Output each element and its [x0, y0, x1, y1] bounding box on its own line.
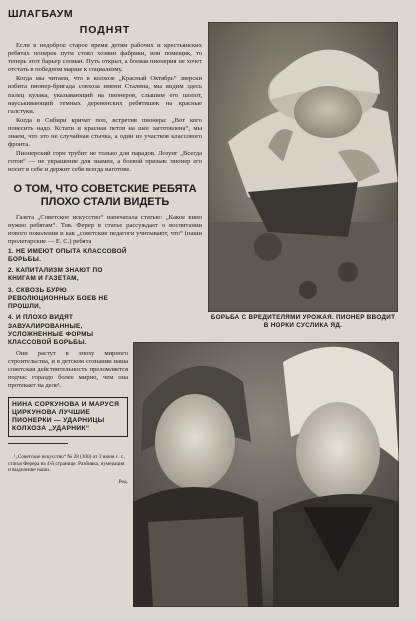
paragraph-1: Если в недоброе старое время детям рабочих и крестьянских ребятах поперек пути стоял хозяин фабрики, или помещик, то теперь этот барьер сломан. Путь открыт, а боевая пионерия не хочет отстать в победном марше к социализму. [8, 42, 202, 74]
photo-two-pioneer-girls [133, 342, 399, 607]
photo-pioneer-gopher-image [208, 22, 398, 312]
list-item: 4. И ПЛОХО ВИДЯТ ЗАВУАЛИРОВАННЫЕ, УСЛОЖНЕННЫЕ ФОРМЫ КЛАССОВОЙ БОРЬБЫ. [8, 314, 94, 346]
list-item: 1. НЕ ИМЕЮТ ОПЫТА КЛАССОВОЙ БОРЬБЫ. [8, 247, 127, 264]
photo-caption-box: НИНА СОРКУНОВА И МАРУСЯ ЦИРКУНОВА ЛУЧШИЕ ПИОНЕРКИ — УДАРНИЦЫ КОЛХОЗА „УДАРНИК“ [8, 397, 128, 438]
list-item: 3. СКВОЗЬ БУРЮ РЕВОЛЮЦИОННЫХ БОЕВ НЕ ПРОШЛИ, [8, 286, 109, 311]
paragraph-2: Когда мы читаем, что в колхозе „Красный Октябрь“ зверски избита пионер-бригада совхоза имени Сталина, мы видим здесь палец кулака, указывающий на пионеров, слышим его шопот, науськивающий темных деревенских ребятишек на красные галстуки. [8, 75, 202, 115]
closing-paragraph: Они растут в эпоху мирного строительства, и в детском сознании наша советская действительность преломляется подчас гораздо более мирно, чем она протекает на деле¹. [8, 350, 128, 390]
section-title: О ТОМ, ЧТО СОВЕТСКИЕ РЕБЯТА ПЛОХО СТАЛИ ВИДЕТЬ [13, 182, 197, 208]
photo-two-pioneer-girls-image [133, 342, 399, 607]
footnote: ¹„Советское искусство“ № 28 (100) от 3 июня с. г., статья Ферера на 4-й странице. Разбивка, нумерация и выделение наши. [8, 454, 125, 474]
section-intro: Газета „Советское искусство“ напечатала статью: „Какое кино нужно ребятам“. Тов. Ферер в статье рассуждает о воспитании нового поколения и как „советские педагоги учитывают, что“ (наши пролетарские — Е. С.) ребята [8, 213, 202, 245]
list-item: 2. КАПИТАЛИЗМ ЗНАЮТ ПО КНИГАМ И ГАЗЕТАМ, [8, 267, 103, 283]
numbered-list [8, 248, 128, 347]
section-header: ШЛАГБАУМ [8, 8, 74, 20]
article-title: ПОДНЯТ [79, 24, 131, 36]
signature: Ред. [118, 478, 128, 485]
footnote-rule [8, 443, 68, 444]
paragraph-3: Когда в Сибири кричат поп, встретив пионера: „Вот кого повесить надо. Кстати и красная петля на шее заготовлена“, мы знаем, что это не случайная стычка, а один из участков классового фронта. [8, 116, 202, 149]
photo-pioneer-gopher [208, 22, 398, 312]
paragraph-4: Пионерский горн трубит не только для парадов. Лозунг „Всегда готов“ — не украшение для знамен, а боевой призыв: пионер его носит в себе и держит себя всегда наготове. [8, 150, 202, 174]
photo-caption-gopher: БОРЬБА С ВРЕДИТЕЛЯМИ УРОЖАЯ. ПИОНЕР ВВОДИТ В НОРКИ СУСЛИКА ЯД. [210, 314, 396, 329]
